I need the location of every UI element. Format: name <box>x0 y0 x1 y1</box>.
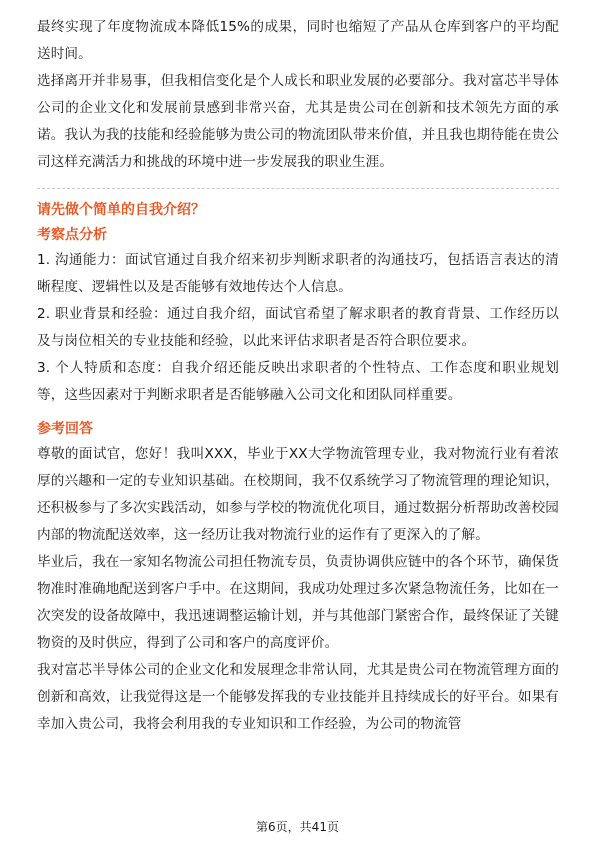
answer-paragraph-1: 尊敬的面试官，您好！我叫XXX，毕业于XX大学物流管理专业，我对物流行业有着浓厚的兴趣和一定的专业知识基础。在校期间，我不仅系统学习了物流管理的理论知识，还积极参与了多次实践活动，如参与学校的物流优化项目，通过数据分析帮助改善校园内部的物流配送效率，这一经历让我对物流行业的运作有了更深入的了解。 <box>37 446 559 543</box>
answer-paragraph-2: 毕业后，我在一家知名物流公司担任物流专员，负责协调供应链中的各个环节，确保货物准时准确地配送到客户手中。在这期间，我成功处理过多次紧急物流任务，比如在一次突发的设备故障中，我迅速调整运输计划，并与其他部门紧密合作，最终保证了关键物资的及时供应，得到了公司和客户的高度评价。 <box>37 554 559 651</box>
question-title: 请先做个简单的自我介绍？ <box>37 202 205 218</box>
intro-paragraph-2: 选择离开并非易事，但我相信变化是个人成长和职业发展的必要部分。我对富芯半导体公司的企业文化和发展前景感到非常兴奋，尤其是贵公司在创新和技术领先方面的承诺。我认为我的技能和经验能够为贵公司的物流团队带来价值，并且我也期待能在贵公司这样充满活力和挑战的环境中进一步发展我的职业生涯。 <box>37 73 559 170</box>
analysis-heading: 考察点分析 <box>37 227 107 243</box>
analysis-item: 1. 沟通能力：面试官通过自我介绍来初步判断求职者的沟通技巧，包括语言表达的清晰程度、逻辑性以及是否能够有效地传达个人信息。 <box>37 252 559 295</box>
answer-heading: 参考回答 <box>37 421 93 437</box>
answer-paragraph-3: 我对富芯半导体公司的企业文化和发展理念非常认同，尤其是贵公司在物流管理方面的创新和高效，让我觉得这是一个能够发挥我的专业技能并且持续成长的好平台。如果有幸加入贵公司，我将会利用我的专业知识和工作经验，为公司的物流管 <box>37 662 559 732</box>
intro-paragraph-1: 最终实现了年度物流成本降低15%的成果，同时也缩短了产品从仓库到客户的平均配送时间。 <box>37 19 559 62</box>
page-number: 第6页，共41页 <box>256 820 339 834</box>
section-divider <box>37 188 559 189</box>
analysis-item: 3. 个人特质和态度：自我介绍还能反映出求职者的个性特点、工作态度和职业规划等，这些因素对于判断求职者是否能够融入公司文化和团队同样重要。 <box>37 360 559 403</box>
document-page <box>37 14 559 738</box>
analysis-item: 2. 职业背景和经验：通过自我介绍，面试官希望了解求职者的教育背景、工作经历以及与岗位相关的专业技能和经验，以此来评估求职者是否符合职位要求。 <box>37 306 559 349</box>
